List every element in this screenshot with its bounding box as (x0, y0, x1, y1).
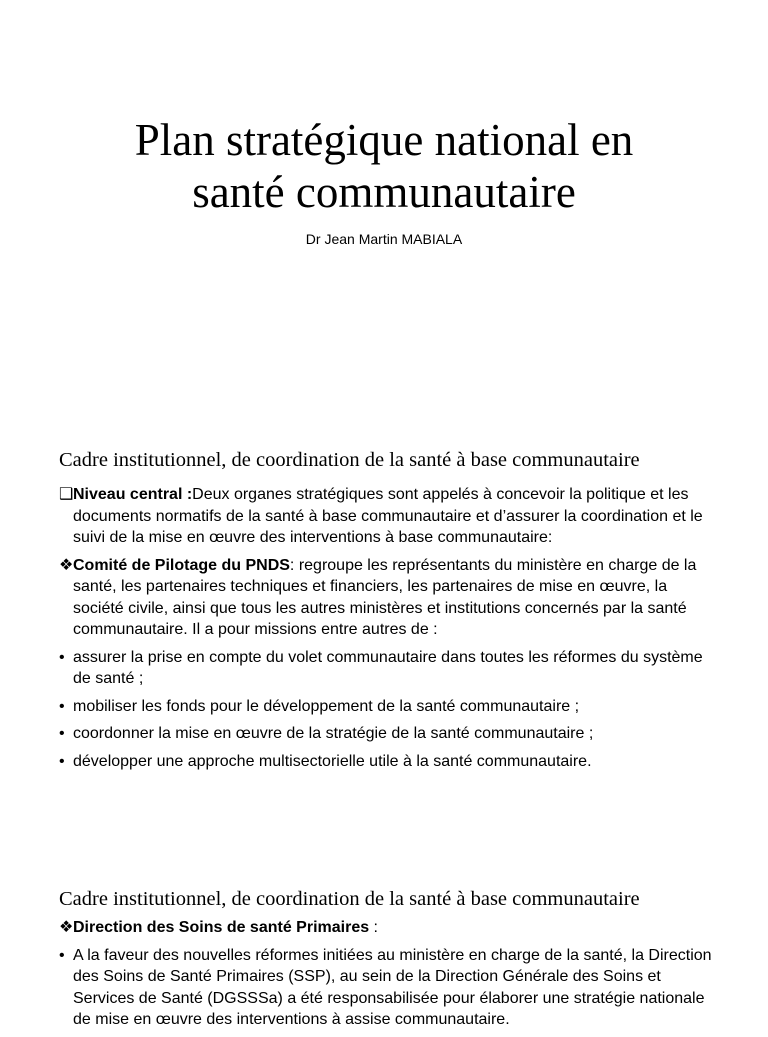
section-body-2 (59, 917, 719, 1037)
bullet-icon: • (59, 648, 65, 666)
section-heading-1: Cadre institutionnel, de coordination de la santé à base communautaire (59, 449, 640, 471)
comite-text: : regroupe les représentants du ministère en charge de la santé, les partenaires techniques et financiers, les partenaires de mise en œuvre, la société civile, ainsi que tous les autres ministères et institutions concernés par la santé communautaire. Il a pour missions entre autres de : (73, 556, 697, 638)
list-item-text: mobiliser les fonds pour le développement de la santé communautaire ; (73, 697, 580, 715)
bullet-icon: • (59, 946, 65, 964)
niveau-central-paragraph (59, 484, 719, 549)
niveau-central-text: Deux organes stratégiques sont appelés à concevoir la politique et les documents normatifs de la santé à base communautaire et d’assurer la coordination et le suivi de la mise en œuvre des interventions à base communautaire: (73, 486, 703, 546)
list-item (59, 647, 719, 690)
list-item-text: A la faveur des nouvelles réformes initiées au ministère en charge de la santé, la Direction des Soins de Santé Primaires (SSP), au sein de la Direction Générale des Soins et Services de Santé (DGSSSa) a été responsabilisée pour élaborer une stratégie nationale de mise en œuvre des interventions à assise communautaire. (73, 946, 712, 1028)
list-item (59, 751, 719, 773)
comite-label: Comité de Pilotage du PNDS (73, 556, 290, 574)
bullet-icon: • (59, 725, 65, 742)
direction-label: Direction des Soins de santé Primaires (73, 919, 370, 936)
list-item (59, 696, 719, 718)
list-item-text: coordonner la mise en œuvre de la stratégie de la santé communautaire ; (73, 725, 594, 742)
title-line-1: Plan stratégique national en (134, 115, 634, 165)
diamond-bullet-icon: ❖ (59, 556, 74, 574)
list-item (59, 723, 719, 745)
section-body-1 (59, 484, 719, 778)
list-item (59, 945, 719, 1031)
section-heading-2: Cadre institutionnel, de coordination de la santé à base communautaire (59, 888, 640, 910)
square-bullet-icon: ❑ (59, 486, 74, 503)
direction-suffix: : (369, 919, 378, 936)
document-title (0, 114, 768, 218)
diamond-bullet-icon: ❖ (59, 919, 74, 936)
author-name: Dr Jean Martin MABIALA (305, 231, 463, 247)
list-item-text: développer une approche multisectorielle utile à la santé communautaire. (73, 752, 592, 770)
list-item-text: assurer la prise en compte du volet communautaire dans toutes les réformes du système de santé ; (73, 648, 703, 687)
bullet-icon: • (59, 752, 65, 770)
bullet-icon: • (59, 697, 65, 715)
niveau-central-label: Niveau central : (73, 486, 193, 503)
comite-paragraph (59, 555, 719, 641)
title-line-2: santé communautaire (192, 167, 576, 217)
direction-paragraph (59, 917, 719, 939)
